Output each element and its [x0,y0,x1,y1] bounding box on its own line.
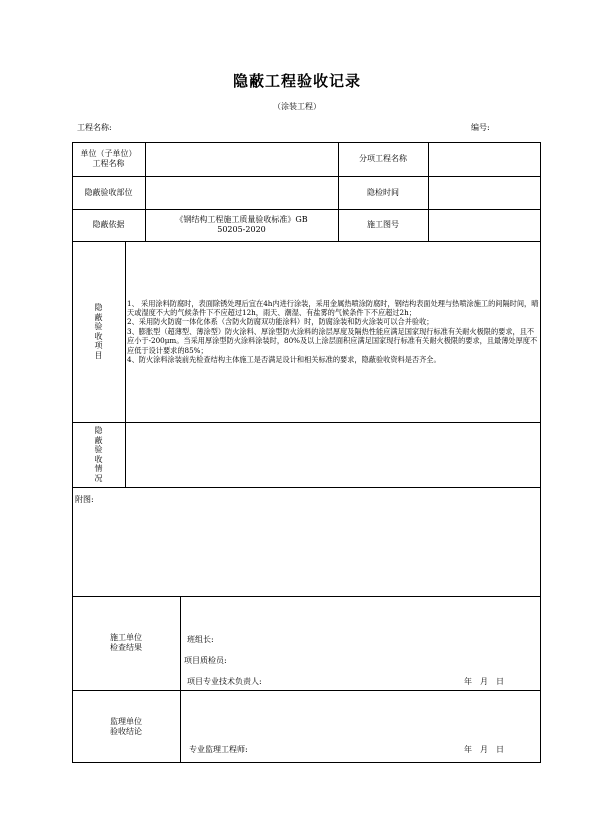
situation-label: 隐蔽验收情况 [94,426,103,483]
attachment-label: 附图: [75,495,94,504]
inspect-time-field[interactable] [428,176,541,209]
basis-value: 《钢结构工程施工质量验收标准》GB 50205-2020 [175,215,308,234]
supervision-conclusion-label: 监理单位 验收结论 [110,716,142,736]
page-title: 隐蔽工程验收记录 [232,72,361,90]
unit-project-name-label: 单位（子单位） 工程名称 [80,149,137,168]
supervision-date-label: 年 月 日 [464,745,504,754]
drawing-number-label: 施工图号 [367,220,399,229]
items-text: 1、 采用涂料防腐时，表面除锈处理后宜在4h内进行涂装，采用金属热喷涂防腐时，钢结构表面处理与热喷涂施工的间隔时间，晴天或湿度不大的气候条件下不应超过12h，雨天、潮湿、有盐雾的气候条件下不应超过2h； 2、采用防火防腐一体化体系（含防火防腐双功能涂料）时，防腐涂装和防火涂装可以合并验收； 3、膨胀型（超薄型、薄涂型）防火涂料、厚涂型防火涂料的涂层厚度及隔热性能应满足国家现行标准有关耐火极限的要求，且不应小于-200μm。当采用厚涂型防火涂料涂装时，80%及以上涂层面积应满足国家现行标准有关耐火极限的要求，且最薄处厚度不应低于设计要求的85%； 4、防火涂料涂装前先检查结构主体施工是否满足设计和相关标准的要求，隐蔽验收资料是否齐全。 [127,298,539,365]
number-label: 编号: [471,123,490,132]
hidden-part-field[interactable] [145,176,338,209]
project-name-label: 工程名称: [77,123,112,132]
basis-label: 隐蔽依据 [92,220,125,229]
hidden-part-label: 隐蔽验收部位 [84,187,133,197]
team-leader-label: 班组长: [187,635,214,644]
construction-date-label: 年 月 日 [464,677,504,686]
supervisor-label: 专业监理工程师: [189,745,248,754]
row-divider [72,487,541,488]
tech-lead-label: 项目专业技术负责人: [187,677,262,686]
sub-project-name-label: 分项工程名称 [359,154,407,163]
situation-label-cell [72,422,125,487]
items-label: 隐蔽验收项目 [94,303,103,360]
inspect-time-label: 隐检时间 [367,187,399,197]
unit-project-name-field[interactable] [145,142,338,176]
situation-field[interactable] [125,422,541,487]
construction-result-label: 施工单位 检查结果 [110,633,142,652]
items-label-cell [72,241,125,422]
quality-inspector-label: 项目质检员: [184,656,227,665]
col-divider [180,596,181,763]
drawing-number-field[interactable] [428,209,541,241]
sub-project-name-field[interactable] [428,142,541,176]
page-subtitle: （涂装工程） [273,102,321,111]
